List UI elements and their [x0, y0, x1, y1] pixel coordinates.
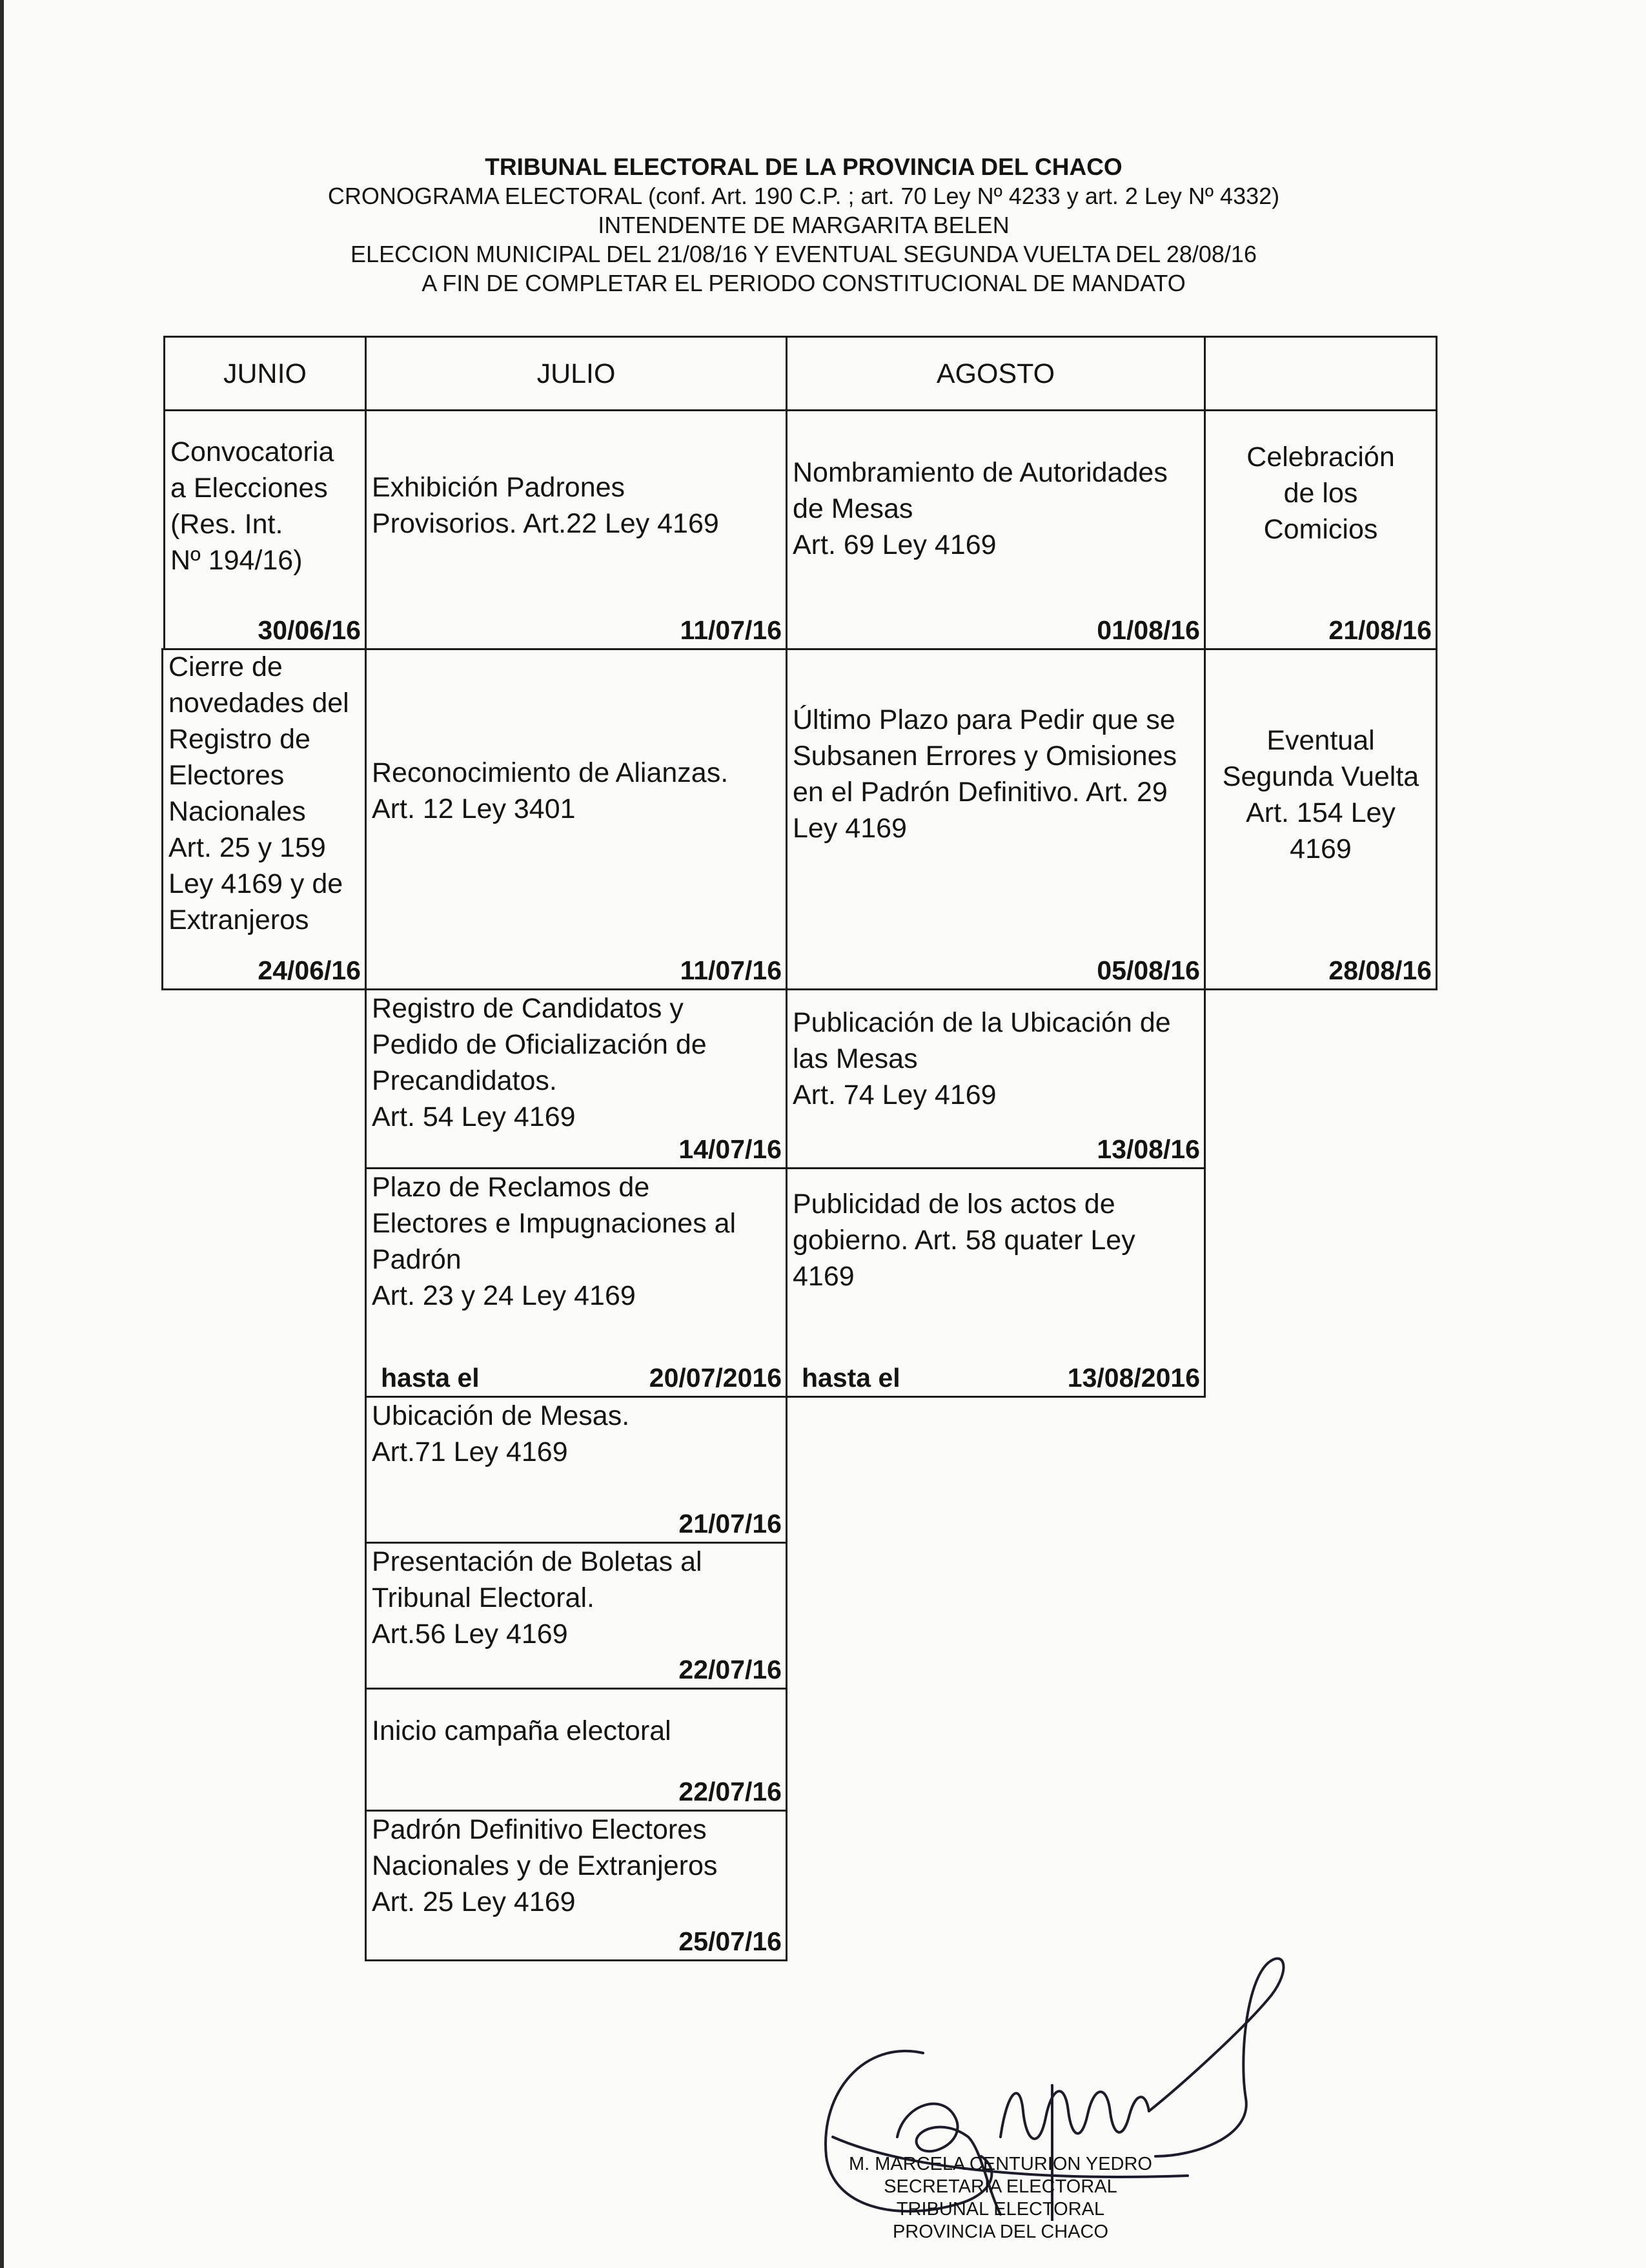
cell-description: Convocatoria a Elecciones (Res. Int. Nº 194/16)	[170, 436, 334, 576]
schedule-cell-nombramiento-autoridades	[786, 409, 1206, 650]
column-header-junio	[163, 336, 367, 411]
column-header-extra	[1204, 336, 1438, 411]
schedule-cell-padron-definitivo	[365, 1810, 787, 1961]
cell-description: Último Plazo para Pedir que se Subsanen Errores y Omisiones en el Padrón Definitivo. Art. 29 Ley 4169	[793, 704, 1177, 844]
signature-block	[807, 2153, 1194, 2243]
cell-date: 14/07/16	[678, 1134, 782, 1164]
cell-date: 21/07/16	[678, 1509, 782, 1538]
signatory-name: M. MARCELA CENTURION YEDRO	[849, 2154, 1152, 2174]
schedule-cell-segunda-vuelta	[1204, 648, 1438, 990]
signatory-province: PROVINCIA DEL CHACO	[892, 2222, 1109, 2242]
header-title: TRIBUNAL ELECTORAL DE LA PROVINCIA DEL CHACO	[485, 154, 1123, 180]
cell-date: 22/07/16	[678, 1655, 782, 1684]
cell-description: Ubicación de Mesas. Art.71 Ley 4169	[372, 1400, 630, 1467]
column-header-agosto-label: AGOSTO	[936, 358, 1055, 389]
cell-date: 30/06/16	[258, 615, 361, 645]
cell-description: Inicio campaña electoral	[372, 1715, 671, 1746]
header-office: INTENDENTE DE MARGARITA BELEN	[598, 212, 1010, 238]
schedule-cell-exhibicion-padrones	[365, 409, 787, 650]
schedule-cell-publicacion-ubicacion	[786, 988, 1206, 1169]
cell-description: Registro de Candidatos y Pedido de Oficialización de Precandidatos. Art. 54 Ley 4169	[372, 993, 707, 1132]
cell-date: 28/08/16	[1328, 955, 1432, 985]
schedule-cell-registro-candidatos	[365, 988, 787, 1169]
cell-date: 20/07/2016	[649, 1363, 782, 1393]
cell-description: Publicidad de los actos de gobierno. Art. 58 quater Ley 4169	[793, 1189, 1135, 1292]
cell-date: 21/08/16	[1328, 615, 1432, 645]
schedule-cell-convocatoria	[163, 409, 367, 650]
cell-deadline-prefix: hasta el	[381, 1363, 480, 1393]
schedule-cell-plazo-reclamos	[365, 1167, 787, 1398]
schedule-cell-inicio-campana	[365, 1688, 787, 1812]
cell-date: 13/08/2016	[1067, 1363, 1200, 1393]
header-subtitle: CRONOGRAMA ELECTORAL (conf. Art. 190 C.P. ; art. 70 Ley Nº 4233 y art. 2 Ley Nº 4332)	[327, 183, 1280, 209]
cell-description: Nombramiento de Autoridades de Mesas Art. 69 Ley 4169	[793, 457, 1168, 560]
schedule-cell-ultimo-plazo	[786, 648, 1206, 990]
header-purpose: A FIN DE COMPLETAR EL PERIODO CONSTITUCIONAL DE MANDATO	[422, 270, 1186, 296]
cell-description: Reconocimiento de Alianzas. Art. 12 Ley 3401	[372, 757, 729, 824]
signatory-title: SECRETARIA ELECTORAL	[884, 2176, 1117, 2197]
document-header	[0, 152, 1607, 298]
cell-description: Padrón Definitivo Electores Nacionales y de Extranjeros Art. 25 Ley 4169	[372, 1814, 718, 1917]
schedule-cell-ubicacion-mesas	[365, 1396, 787, 1544]
cell-date: 25/07/16	[678, 1926, 782, 1956]
cell-date: 01/08/16	[1097, 615, 1200, 645]
cell-description: Celebración de los Comicios	[1246, 442, 1395, 545]
cell-description: Cierre de novedades del Registro de Electores Nacionales Art. 25 y 159 Ley 4169 y de Extranjeros	[168, 651, 349, 935]
cell-description: Presentación de Boletas al Tribunal Electoral. Art.56 Ley 4169	[372, 1546, 702, 1650]
schedule-cell-reconocimiento-alianzas	[365, 648, 787, 990]
header-election: ELECCION MUNICIPAL DEL 21/08/16 Y EVENTUAL SEGUNDA VUELTA DEL 28/08/16	[351, 241, 1257, 267]
cell-deadline-prefix: hasta el	[802, 1363, 900, 1393]
schedule-cell-presentacion-boletas	[365, 1542, 787, 1690]
cell-date: 05/08/16	[1097, 955, 1200, 985]
cell-description: Exhibición Padrones Provisorios. Art.22 Ley 4169	[372, 472, 719, 539]
column-header-junio-label: JUNIO	[223, 358, 307, 389]
column-header-julio-label: JULIO	[536, 358, 616, 389]
cell-description: Publicación de la Ubicación de las Mesas Art. 74 Ley 4169	[793, 1007, 1171, 1110]
column-header-agosto	[786, 336, 1206, 411]
cell-date: 22/07/16	[678, 1777, 782, 1806]
schedule-cell-celebracion-comicios	[1204, 409, 1438, 650]
schedule-cell-cierre-novedades	[161, 648, 367, 990]
schedule-cell-publicidad-actos	[786, 1167, 1206, 1398]
cell-date: 24/06/16	[258, 955, 361, 985]
cell-date: 11/07/16	[680, 615, 782, 645]
column-header-julio	[365, 336, 787, 411]
cell-description: Plazo de Reclamos de Electores e Impugnaciones al Padrón Art. 23 y 24 Ley 4169	[372, 1172, 737, 1311]
scan-edge	[0, 0, 4, 2268]
signatory-org: TRIBUNAL ELECTORAL	[896, 2199, 1105, 2220]
cell-date: 13/08/16	[1097, 1134, 1200, 1164]
cell-description: Eventual Segunda Vuelta Art. 154 Ley 4169	[1222, 725, 1419, 864]
cell-date: 11/07/16	[680, 955, 782, 985]
